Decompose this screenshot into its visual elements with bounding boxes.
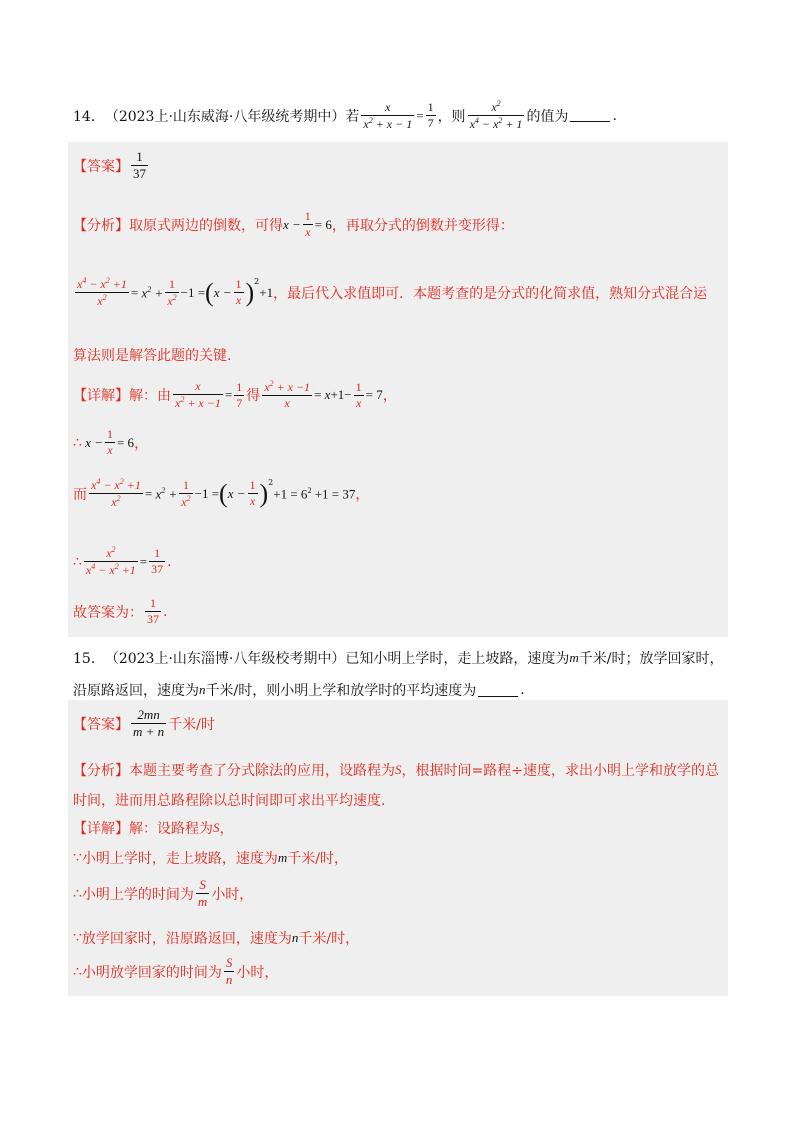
question-14-number: 14． bbox=[73, 108, 105, 125]
question-15-line2: 沿原路返回，速度为 n 千米/时，则小明上学和放学时的平均速度为 . bbox=[73, 682, 525, 699]
question-15-number: 15． bbox=[73, 651, 105, 667]
question-14-source: （2023上·山东威海·八年级统考期中）若 bbox=[104, 108, 360, 125]
q14-detail-line2: ∴ x − $\frac{1}{x}$ = 6 ， bbox=[73, 427, 149, 458]
q15-analysis-line1: 【分析】 本题主要考查了分式除法的应用，设路程为 S ，根据时间=路程÷速度，求出小明上学和放学的总 bbox=[73, 762, 719, 779]
q14-detail-line3: 而 $\frac{x^4 - x^2 +1}{x^2}$ = $x^2$ + $\frac{1}{x^2}$ −1 = ( x − $\frac{1}{x}$ ) $^2$ $+1 = 6^2 +1 = 37$ ， bbox=[73, 477, 370, 510]
q14-answer-line bbox=[73, 150, 150, 182]
answer-tag: 【答案】 bbox=[73, 158, 129, 175]
answer-blank bbox=[570, 109, 610, 122]
q14-detail-line1: 【详解】 解：由 $\frac{x}{x^2 + x -1}$ = $\frac{1}{7}$ 得 $\frac{x^2 + x -1}{x}$ = x +1− $\frac{1}{x}$ = 7 ， bbox=[73, 379, 397, 411]
detail-tag: 【详解】 bbox=[73, 388, 129, 405]
question-14-tail: 的值为 bbox=[526, 108, 569, 125]
analysis-tag: 【分析】 bbox=[73, 217, 129, 234]
q15-detail-line2: ∵ 小明上学时，走上坡路，速度为 m 千米/时， bbox=[73, 850, 349, 867]
q14-detail-line4: ∴ $\frac{x^2}{x^4 - x^2 +1}$ = $\frac{1}{37}$ . bbox=[73, 545, 172, 578]
q14-analysis-line3: 算法则是解答此题的关键. bbox=[73, 348, 232, 364]
answer-fraction-15: $\frac{2mn}{m + n}$ bbox=[133, 707, 165, 740]
answer-blank-15 bbox=[478, 684, 518, 697]
q15-answer-line: 【答案】 $\frac{2mn}{m + n}$ 千米/时 bbox=[73, 707, 215, 740]
q15-detail-line3: ∴ 小明上学的时间为 $\frac{S}{m}$ 小时， bbox=[73, 877, 254, 910]
q14-analysis-line2: $\frac{x^4 - x^2 +1}{x^2}$ = $x^2$ + $\frac{1}{x^2}$ −1 = ( x − $\frac{1}{x}$ ) $^2$ +1 ，最后代入求值即可．本题考查的是分式的化简求值，熟知分式混合运 bbox=[77, 276, 708, 309]
question-15-line1: 15． （2023上·山东淄博·八年级校考期中）已知小明上学时，走上坡路，速度为 m 千米/时；放学回家时， bbox=[73, 650, 724, 667]
fraction-x-over-poly: $\frac{x}{x^2 + x - 1}$ bbox=[363, 99, 413, 131]
q15-detail-line1: 【详解】 解：设路程为 S ， bbox=[73, 820, 234, 837]
q14-analysis-line1: 【分析】 取原式两边的倒数，可得 x − $\frac{1}{x}$ = 6 ，再取分式的倒数并变形得： bbox=[73, 209, 514, 240]
question-14-mid: ，则 bbox=[437, 108, 466, 125]
q15-detail-line4: ∵ 放学回家时，沿原路返回，速度为 n 千米/时， bbox=[73, 930, 360, 947]
answer-fraction: $\frac{1}{37}$ bbox=[133, 149, 146, 182]
q15-analysis-line2: 时间，进而用总路程除以总时间即可求出平均速度. bbox=[73, 793, 386, 809]
question-14: 14． （2023上·山东威海·八年级统考期中）若 $\frac{x}{x^2 + x - 1}$ = $\frac{1}{7}$ ，则 $\frac{x^2}{x^4 - x^2 + 1}$ 的值为 . bbox=[73, 99, 617, 132]
q15-detail-line5: ∴ 小明放学回家的时间为 $\frac{S}{n}$ 小时， bbox=[73, 955, 279, 988]
fraction-one-seventh: $\frac{1}{7}$ bbox=[427, 100, 434, 131]
q14-final-answer: 故答案为： $\frac{1}{37}$ . bbox=[73, 596, 168, 627]
fraction-x2-over-poly: $\frac{x^2}{x^4 - x^2 + 1}$ bbox=[469, 99, 523, 132]
